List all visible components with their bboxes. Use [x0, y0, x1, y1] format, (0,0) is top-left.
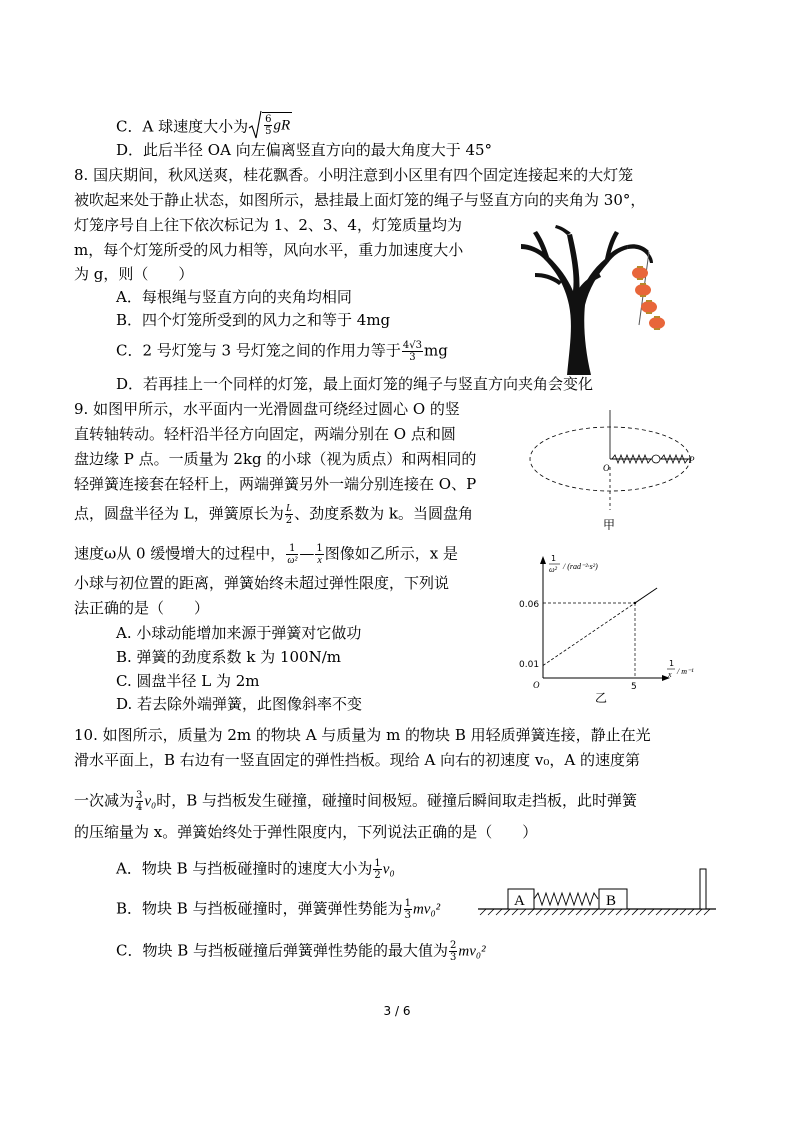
blocks-spring-figure	[470, 865, 720, 920]
data-point	[634, 602, 636, 604]
tick-x-5: 5	[631, 682, 637, 692]
chart-figure-yi	[510, 548, 715, 708]
ylabel-den: ω²	[549, 565, 558, 574]
block-b-label: B	[606, 893, 617, 909]
sqrt-fraction: $\frac{6}{5}$	[265, 114, 272, 137]
data-line-solid	[635, 588, 657, 603]
q9-stem-line8: 法正确的是（ ）	[74, 599, 210, 617]
spring	[534, 893, 598, 905]
q9-stem-line1: 9. 如图甲所示，水平面内一光滑圆盘可绕经过圆心 O 的竖	[74, 400, 460, 418]
data-line-dashed	[543, 603, 635, 666]
q7-option-c: C．A 球速度大小为 $\frac{6}{5}$ gR	[116, 110, 292, 145]
tree-illustration	[521, 225, 653, 375]
ground-hatch	[480, 909, 710, 915]
q10-stem-line2: 滑水平面上，B 右边有一竖直固定的弹性挡板。现给 A 向右的初速度 v₀，A 的速度第	[74, 751, 641, 769]
q8-stem-line4: m，每个灯笼所受的风力相等，风向水平，重力加速度大小	[74, 241, 464, 259]
q8-option-c: C．2 号灯笼与 3 号灯笼之间的作用力等于 $\frac{4√3}{3}$ mg	[116, 340, 448, 363]
xlabel-unit: / m⁻¹	[677, 667, 694, 676]
q9-stem-line7: 小球与初位置的距离，弹簧始终未超过弹性限度，下列说	[74, 574, 450, 592]
y-axis-arrow	[540, 556, 546, 564]
lantern-4	[649, 316, 665, 330]
tick-y-001: 0.01	[519, 660, 540, 670]
q7-option-d: D．此后半径 OA 向左偏离竖直方向的最大角度大于 45°	[116, 141, 493, 159]
q8-stem-line5: 为 g，则（ ）	[74, 265, 194, 283]
label-o: O	[603, 463, 610, 473]
q10-stem-line1: 10. 如图所示，质量为 2m 的物块 A 与质量为 m 的物块 B 用轻质弹簧连接，静止在光	[74, 726, 651, 744]
tree-lantern-figure	[515, 225, 680, 375]
page-number: 3 / 6	[383, 1004, 411, 1018]
xlabel-den: x	[668, 670, 672, 679]
caption-jia: 甲	[603, 518, 616, 530]
q9-option-c: C. 圆盘半径 L 为 2m	[116, 672, 260, 690]
q8-option-d: D．若再挂上一个同样的灯笼，最上面灯笼的绳子与竖直方向夹角会变化	[116, 375, 594, 393]
q9-stem-line2: 直转轴转动。轻杆沿半径方向固定，两端分别在 O 点和圆	[74, 425, 456, 443]
origin-label: O	[533, 680, 540, 690]
tick-y-006: 0.06	[519, 600, 540, 610]
q9-stem-line6: 速度ω从 0 缓慢增大的过程中， $\frac{1}{\text{ω²}}$ — $\frac{1}{x}$ 图像如乙所示，x 是	[74, 543, 458, 566]
q8-stem-line2: 被吹起来处于静止状态，如图所示，悬挂最上面灯笼的绳子与竖直方向的夹角为 30°，	[74, 191, 646, 209]
q10-option-b: B．物块 B 与挡板碰撞时，弹簧弹性势能为 $\frac{1}{3}$ mv₀²	[116, 898, 441, 921]
q9-stem-line4: 轻弹簧连接套在轻杆上，两端弹簧另外一端分别连接在 O、P	[74, 475, 477, 493]
block-a-label: A	[514, 893, 525, 909]
q8-stem-line1: 8. 国庆期间，秋风送爽，桂花飘香。小明注意到小区里有四个固定连接起来的大灯笼	[74, 166, 634, 184]
wall-baffle	[700, 869, 706, 909]
ylabel-num: 1	[551, 554, 557, 563]
ylabel-unit: / (rad⁻²·s²)	[563, 562, 598, 571]
lantern-3	[641, 300, 657, 314]
label-p: P	[689, 455, 695, 465]
q9-stem-line5: 点，圆盘半径为 L，弹簧原长为 $\frac{L}{2}$ 、劲度系数为 k。当圆盘角	[74, 503, 473, 526]
disc-figure-jia	[525, 405, 715, 530]
q10-option-a: A．物块 B 与挡板碰撞时的速度大小为 $\frac{1}{2}$ v₀	[116, 858, 395, 881]
q10-stem-line3: 一次减为 $\frac{3}{4}$ v₀时，B 与挡板发生碰撞，碰撞时间极短。碰撞后瞬间取走挡板，此时弹簧	[74, 790, 638, 813]
q10-option-c: C．物块 B 与挡板碰撞后弹簧弹性势能的最大值为 $\frac{2}{3}$ mv₀²	[116, 940, 486, 963]
xlabel-num: 1	[669, 659, 675, 668]
q10-stem-line4: 的压缩量为 x。弹簧始终处于弹性限度内，下列说法正确的是（ ）	[74, 823, 538, 841]
ball	[652, 455, 660, 463]
caption-yi: 乙	[595, 691, 608, 705]
q9-option-b: B. 弹簧的劲度系数 k 为 100N/m	[116, 648, 341, 666]
q9-option-d: D. 若去除外端弹簧，此图像斜率不变	[116, 695, 363, 713]
q9-stem-line3: 盘边缘 P 点。一质量为 2kg 的小球（视为质点）和两相同的	[74, 450, 477, 468]
q8-stem-line3: 灯笼序号自上往下依次标记为 1、2、3、4，灯笼质量均为	[74, 216, 462, 234]
q8-option-b: B．四个灯笼所受到的风力之和等于 4mg	[116, 311, 391, 329]
q8-option-a: A．每根绳与竖直方向的夹角均相同	[116, 288, 352, 306]
q9-option-a: A. 小球动能增加来源于弹簧对它做功	[116, 624, 362, 642]
lantern-2	[635, 283, 651, 297]
